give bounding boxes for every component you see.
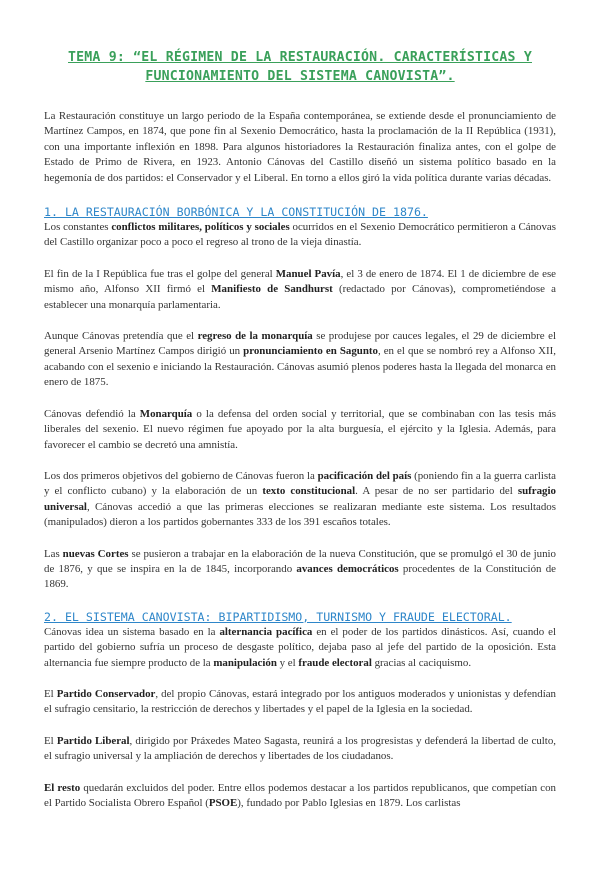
document-page: [0, 48, 600, 896]
section-1-heading: 1. LA RESTAURACIÓN BORBÓNICA Y LA CONSTITUCIÓN DE 1876.: [44, 205, 428, 220]
paragraph: El fin de la I República fue tras el golpe del general Manuel Pavía, el 3 de enero de 1874. El 1 de diciembre de ese mismo año, Alfonso XII firmó el Manifiesto de Sandhurst (redactado por Cánovas), comprometiéndose a establecer una monarquía parlamentaria.: [44, 267, 557, 311]
paragraph: Los dos primeros objetivos del gobierno de Cánovas fueron la pacificación del país (poniendo fin a la guerra carlista y el conflicto cubano) y la elaboración de un texto constitucional. A pesar de no ser partidario del sufragio universal, Cánovas accedió a que las primeras elecciones se realizaran mediante este sistema. Los resultados (manipulados) dieron a los partidos gobernantes 333 de los 391 escaños totales.: [44, 469, 556, 529]
section-2-heading: 2. EL SISTEMA CANOVISTA: BIPARTIDISMO, TURNISMO Y FRAUDE ELECTORAL.: [44, 609, 512, 624]
paragraph: El resto quedarán excluidos del poder. Entre ellos podemos destacar a los partidos republicanos, que competían con el Partido Socialista Obrero Español (PSOE), fundado por Pablo Iglesias en 1879. Los carlistas: [44, 781, 556, 809]
paragraph: Los constantes conflictos militares, políticos y sociales ocurridos en el Sexenio Democrático permitieron a Cánovas del Castillo organizar poco a poco el regreso al trono de la vieja dinastía.: [44, 221, 556, 249]
paragraph: Cánovas defendió la Monarquía o la defensa del orden social y territorial, que se combinaban con las tesis más liberales del sexenio. El nuevo régimen fue apoyado por la alta burguesía, el ejército y la Iglesia. Además, para favorecer el cambio se decretó una amnistía.: [44, 407, 556, 451]
document-title: TEMA 9: “EL RÉGIMEN DE LA RESTAURACIÓN. CARACTERÍSTICAS Y FUNCIONAMIENTO DEL SISTEMA CANOVISTA”.: [68, 50, 532, 84]
paragraph: Las nuevas Cortes se pusieron a trabajar en la elaboración de la nueva Constitución, que se promulgó el 30 de junio de 1876, y que se inspira en la de 1845, incorporando avances democráticos procedentes de la Constitución de 1869.: [44, 547, 556, 591]
intro-paragraph: La Restauración constituye un largo periodo de la España contemporánea, se extiende desde el pronunciamiento de Martínez Campos, en 1874, que pone fin al Sexenio Democrático, hasta la proclamación de la II República (1931), con una importante inflexión en 1898. Para algunos historiadores la Restauración finaliza antes, con el golpe de Estado de Primo de Rivera, en 1923. Antonio Cánovas del Castillo diseñó un sistema político basado en la hegemonía de dos partidos: el Conservador y el Liberal. En torno a ellos giró la vida política durante varias décadas.: [44, 110, 556, 184]
paragraph: Cánovas idea un sistema basado en la alternancia pacífica en el poder de los partidos dinásticos. Así, cuando el partido del gobierno sufría un proceso de desgaste político, dejaba paso al jefe del partido de la oposición. Esta alternancia fue siempre producto de la manipulación y el fraude electoral gracias al caciquismo.: [44, 625, 557, 669]
paragraph: Aunque Cánovas pretendía que el regreso de la monarquía se produjese por cauces legales, el 29 de diciembre el general Arsenio Martínez Campos dirigió un pronunciamiento en Sagunto, en el que se nombró rey a Alfonso XII, acabando con el sexenio e iniciando la Restauración. Cánovas asumió plenos poderes hasta la llegada del monarca en enero de 1875.: [44, 330, 556, 389]
paragraph: El Partido Conservador, del propio Cánovas, estará integrado por los antiguos moderados y unionistas y defendían el sufragio censitario, la restricción de derechos y libertades y el papel de la Iglesia en la sociedad.: [44, 687, 557, 716]
paragraph: El Partido Liberal, dirigido por Práxedes Mateo Sagasta, reunirá a los progresistas y defenderá la libertad de culto, el sufragio universal y la ampliación de derechos y libertades de los ciudadanos.: [44, 734, 556, 763]
